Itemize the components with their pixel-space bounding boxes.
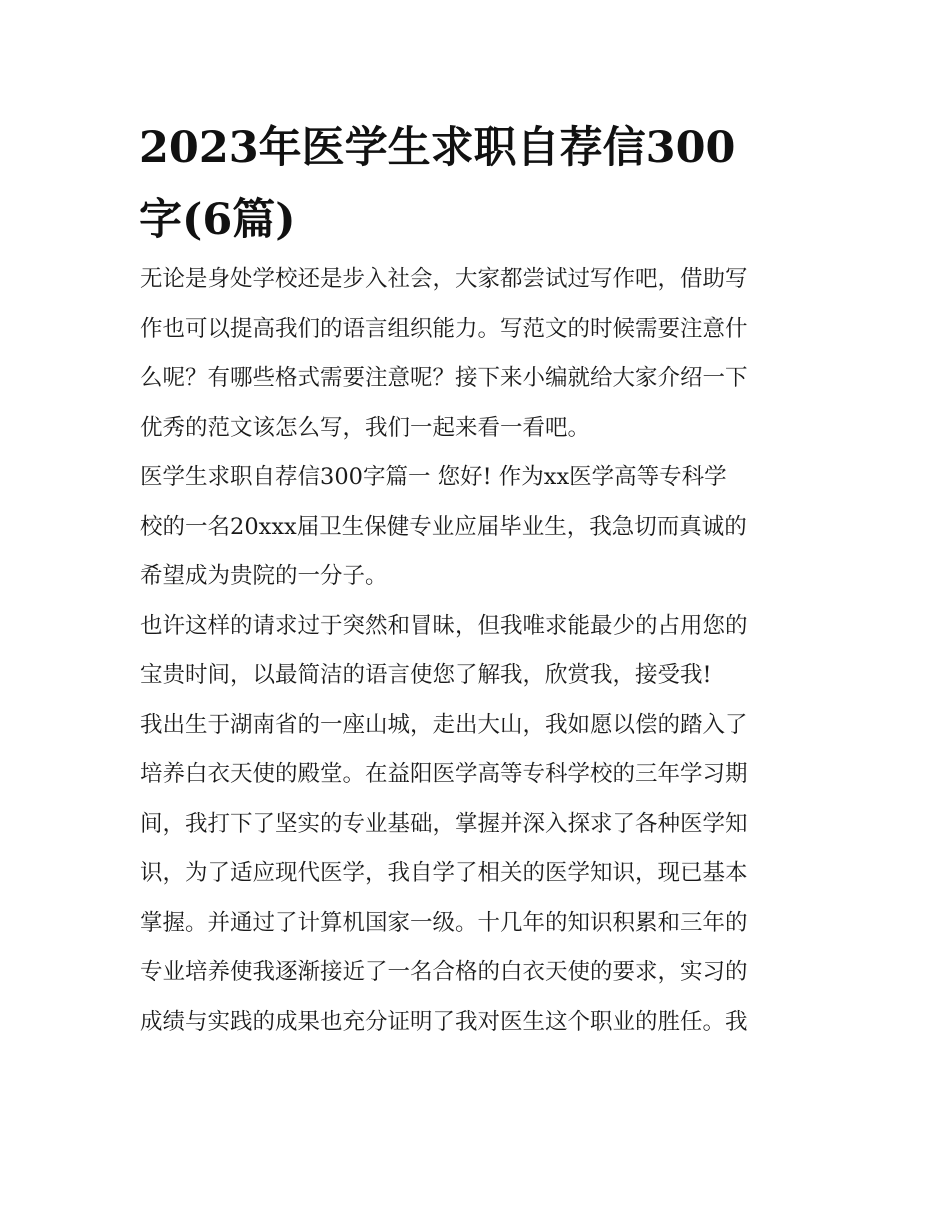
text-line: 作也可以提高我们的语言组织能力。写范文的时候需要注意什 [140, 315, 748, 342]
text-line: 掌握。并通过了计算机国家一级。十几年的知识积累和三年的 [140, 909, 748, 936]
text-line: 医学生求职自荐信300字篇一 您好! 作为xx医学高等专科学 [140, 464, 727, 490]
text-line: 专业培养使我逐渐接近了一名合格的白衣天使的要求，实习的 [140, 959, 748, 985]
text-line: 优秀的范文该怎么写，我们一起来看一看吧。 [140, 414, 591, 441]
text-line: 成绩与实践的成果也充分证明了我对医生这个职业的胜任。我 [140, 1008, 748, 1035]
text-line: 希望成为贵院的一分子。 [140, 563, 388, 589]
paragraph-background [140, 701, 815, 1048]
paragraph-greeting [140, 453, 815, 602]
title-line: 2023年医学生求职自荐信300 [139, 123, 736, 173]
paragraph-intro [140, 255, 815, 453]
text-line: 识，为了适应现代医学，我自学了相关的医学知识，现已基本 [140, 860, 748, 886]
text-line: 培养白衣天使的殿堂。在益阳医学高等专科学校的三年学习期 [140, 761, 748, 787]
text-line: 也许这样的请求过于突然和冒昧，但我唯求能最少的占用您的 [140, 612, 748, 639]
text-line: 么呢？有哪些格式需要注意呢？接下来小编就给大家介绍一下 [140, 365, 748, 391]
text-line: 校的一名20xxx届卫生保健专业应届毕业生，我急切而真诚的 [140, 513, 747, 540]
paragraph-request [140, 602, 815, 701]
title-line: 字(6篇) [139, 195, 296, 245]
text-line: 无论是身处学校还是步入社会，大家都尝试过写作吧，借助写 [140, 266, 748, 292]
text-line: 间，我打下了坚实的专业基础，掌握并深入探求了各种医学知 [140, 810, 748, 837]
document-title [139, 112, 819, 256]
text-line: 我出生于湖南省的一座山城，走出大山，我如愿以偿的踏入了 [140, 711, 748, 738]
document-body [140, 255, 815, 1047]
text-line: 宝贵时间，以最简洁的语言使您了解我，欣赏我，接受我! [140, 662, 712, 688]
